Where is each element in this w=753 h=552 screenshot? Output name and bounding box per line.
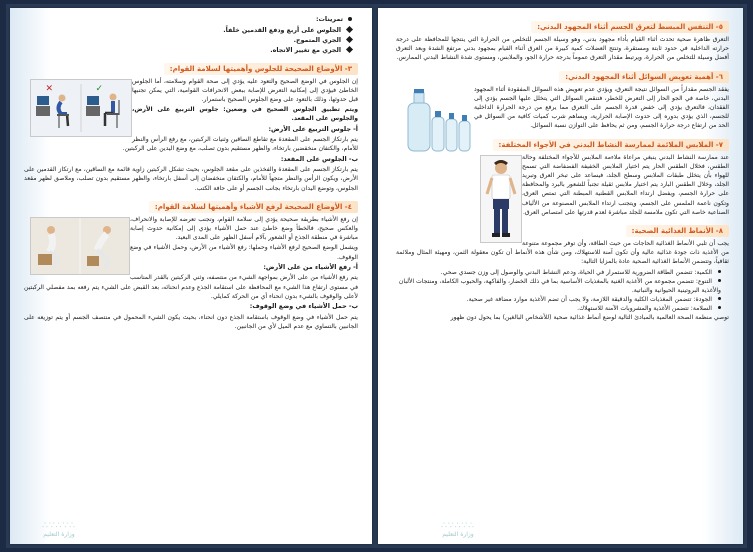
left-page-content [24, 14, 358, 520]
ministry-logo-icon: ∴∵∴∵∴ [42, 521, 76, 531]
lifting-intro-text: إن رفع الأشياء بطريقة صحيحة يؤدي إلى سلامة القوام، وتجنب تعرضه للإصابة والانحراف، والعكس صحيح، فالخطأ وضع خاطئ عند حمل الأشياء يؤدي إلى إمكانية حدوث إصابة مباشرة في منطقة الجذع أو الشعور بآلام أسفل الظهر على المدى البعيد. [130, 215, 358, 242]
bullet-icon [718, 297, 721, 300]
diamond-bullet-icon [346, 36, 353, 43]
book-spread [6, 4, 747, 548]
water-bottles-illustration [402, 87, 474, 155]
bullet-icon [718, 279, 721, 282]
svg-text:✕: ✕ [45, 83, 53, 94]
right-page [378, 8, 743, 544]
boy-in-sportswear-illustration [480, 155, 522, 243]
exercises-list [24, 26, 352, 56]
lift-from-ground-text: يتم رفع الأشياء من على الأرض بمواجهة الشيء من منتصفه، وثني الركبتين بالقدر المناسب في مستوى ارتفاع هذا الشيء مع المحافظة على استقامة الجذع وعدم انحنائه، بعد القبض على الشيء يتم رفعه بمد مفصلي الركبتين لأعلى والوقوف بالشيء بدون انحناء أي من الحركة كمايلي. [24, 274, 358, 300]
diamond-bullet-icon [346, 26, 353, 33]
list-item: الجري مع تغيير الاتجاه. [24, 46, 352, 56]
lifting-modes-text: ويشمل الوضع الصحيح لرفع الأشياء وحملها: رفع الأشياء من الأرض، وحمل الأشياء في وضع الوقوف. [130, 244, 358, 261]
section-heading-sitting: ٣- الأوضاع الصحيحة للجلوس وأهميتها لسلامة القوام: [164, 63, 358, 75]
section-heading-clothing: ٧- الملابس الملائمة لممارسة النشاط البدني في الأجواء المختلفة: [493, 139, 729, 151]
list-item: الجلوس على أربع ودفع القدمين خلفاً. [24, 26, 352, 36]
ministry-watermark: ∴∵∴∵∴ وزارة التعليم [418, 522, 498, 538]
section-heading-sweating: ٥- التنفس المبسط لتعرق الجسم أثناء المجهود البدني: [531, 21, 729, 33]
diamond-bullet-icon [346, 46, 353, 53]
sitting-posture-illustration [30, 79, 132, 137]
subheading-lift-from-ground: أ- رفع الأشياء من على الأرض: [263, 262, 358, 271]
sweating-text: التعرق ظاهرة صحية تحدث أثناء القيام بأداء مجهود بدني، وهو وسيلة الجسم للتخلص من الحرارة التي ينتجها للمحافظة على درجة حرارته الداخلية في حدود ثابتة ومستقرة، وتنتج العضلات كمية كبيرة من العرق أثناء القيام بمجهود بدني مرتفع الشدة وبعد التعرق أفضل وسيلة للتخلص من الحرارة، ويرتبط مقدار التعرق عموماً بدرجة حرارة الجو، والملابس، ومستوى شدة النشاط البدني الممارس. [396, 36, 729, 62]
carry-standing-text: يتم حمل الأشياء في وضع الوقوف باستقامة الجذع دون انحناء، بحيث يكون الشيء المحمول في منتصف الجسم أو يتم توزيعه على الجانبين بالتساوي مع عدم الميل لأي من الجانبين. [24, 313, 358, 330]
left-page [10, 8, 372, 544]
subheading-chair-sitting: ب- الجلوس على المقعد: [280, 154, 358, 163]
bullet-icon [718, 306, 721, 309]
list-item: السلامة: تتضمن الأغذية والمشروبات الآمنة للاستهلاك. [396, 304, 721, 313]
chair-sitting-text: يتم بارتكاز الجسم على المقعدة والفخذين على مقعد الجلوس، بحيث تشكل الركبتين زاوية قائمة مع الساقين، مع ارتكاز القدمين على الأرض، ويكون الرأس والنظر متجهاً للأمام، والكتفان منخفضان إلى أسفل بارتخاء، والظهر مستقيم بدون تصلب، وملاصق لظهر مقعد الجلوس، وتوضع اليدان بارتخاء بجانب الجسم أو على حافة الكتب. [24, 166, 358, 192]
cross-legged-text: يتم بارتكاز الجسم على المقعدة مع تقاطع الساقين وثنيات الركبتين، مع رفع الرأس والنظر للأمام، والكتفان منخفضين بارتخاء، والظهر مستقيم بدون تصلب، مع وضع اليدين على الركبتين. [122, 136, 358, 153]
clothing-text: عند ممارسة النشاط البدني ينبغي مراعاة ملاءمة الملابس للأجواء المختلفة وحالة الطقس، فخلال الطقس الحار يتم اختيار الملابس الخفيفة الفضفاضة التي تسمح للهواء بأن يتخلل طبقات الملابس وسطح الجلد، فيساعد على تبخر العرق وتبريد الجلد، وخلال الطقس البارد يتم اختيار ملابس ثقيلة تجنباً للشعور بالبرد والمحافظة على حرارة الجسم، ويفضل ارتداء الملابس القطنية المبطنة التي تمتص العرق، وتكون ناعمة الملمس على الجسم، ويتجنب ارتداء الملابس المصنوعة من الألياف الصناعية خاصة التي تكون ملامسة للجلد مباشرة لعدم قدرتها على امتصاص العرق. [522, 153, 729, 216]
list-item: التنوع: تتضمن مجموعة من الأغذية الغنية بالمغذيات الأساسية بما في ذلك الخضار، والفاكهة، والحبوب الكاملة، ومنتجات الألبان والأغذية البروتينية الحيوانية والنباتية. [398, 277, 721, 294]
subheading-cross-legged: أ- جلوس التربيع على الأرض: [268, 124, 358, 133]
section-heading-nutrition: ٨- الأنماط الغذائية الصحية: [626, 225, 729, 237]
list-item: الجري المتموج. [24, 36, 352, 46]
ministry-logo-icon: ∴∵∴∵∴ [441, 521, 475, 531]
nutrition-features-list [396, 268, 721, 313]
list-item: الجودة: تتضمن المغذيات الكلية والدقيقة اللازمة، ولا يجب أن تضم الأغذية موارد مضافة غير صحية. [396, 295, 721, 304]
bullet-icon [718, 270, 721, 273]
svg-text:✓: ✓ [95, 83, 103, 94]
sitting-intro-text: إن الجلوس في الوضع الصحيح والتعود عليه يؤدي إلى صحة القوام وسلامته، أما الجلوس الخاطئ فيؤدي إلى إمكانية التعرض للإصابة ببعض الانحرافات القوامية، التي يمكن تجنبها قبل حدوثها، وذلك بالتعود على وضع الجلوس الصحيح باستمرار. [132, 77, 358, 103]
section-heading-lifting: ٤- الأوضاع الصحيحة لرفع الأشياء وأهميتها لسلامة القوام: [149, 201, 358, 213]
section-heading-fluids: ٦- أهمية تعويض السوائل أثناء المجهود البدني: [559, 71, 729, 83]
subheading-carry-standing: ب- حمل الأشياء في وضع الوقوف: [249, 302, 358, 311]
right-page-content [396, 14, 729, 520]
nutrition-intro-text: يجب أن تلبي الأنماط الغذائية الحاجات من حيث الطاقة، وأن توفر مجموعة متنوعة من الأغذية ذات جودة غذائية عالية وأن تكون آمنة للاستهلاك، ومن شأن هذه الأنماط أن تكون معقولة الثمن، ومهيئة المثال وملائمة ثقافياً، وتتضمن الأنماط الغذائية الصحية عادة بالمزايا التالية: [396, 240, 729, 266]
lifting-posture-illustration [30, 217, 130, 275]
list-item: الكمية: تتضمن الطاقة الضرورية للاستمرار في الحياة، ودعم النشاط البدني والوصول إلى وزن جسدي صحي. [396, 268, 721, 277]
sitting-modes-text: ويتم تطبيق الجلوس الصحيح في وضعين: جلوس التربيع على الأرض، والجلوس على المقعد. [132, 106, 358, 123]
exercises-title: تمرينات: [24, 15, 352, 25]
ministry-watermark: ∴∵∴∵∴ وزارة التعليم [24, 522, 94, 538]
nutrition-who-text: توصي منظمة الصحة العالمية بالمبادئ التالية لوضع أنماط غذائية صحية (للأشخاص البالغين) بما يحول دون ظهور [450, 313, 729, 321]
fluids-text: يفقد الجسم مقداراً من السوائل نتيجة التعرق، ويؤدي عدم تعويض هذه السوائل المفقودة أثناء المجهود البدني، خاصة في الجو الحار إلى التعرض للخطر، فتنقص السوائل التي يتخلل عليها الجسم يؤدي إلى الفقدان، فالتعرق يؤدي إلى خفض قدرة الجسم على التعرق مما يرفع من درجة الحرارة الداخلية للجسم، الذي يؤدي بدوره إلى حدوث الإصابة الحرارية، ويساهم شرب كميات كافية من السوائل في الحد من ارتفاع درجة حرارة الجسم، ومن ثم يحافظ على التوازن نسبة السوائل. [474, 85, 729, 130]
